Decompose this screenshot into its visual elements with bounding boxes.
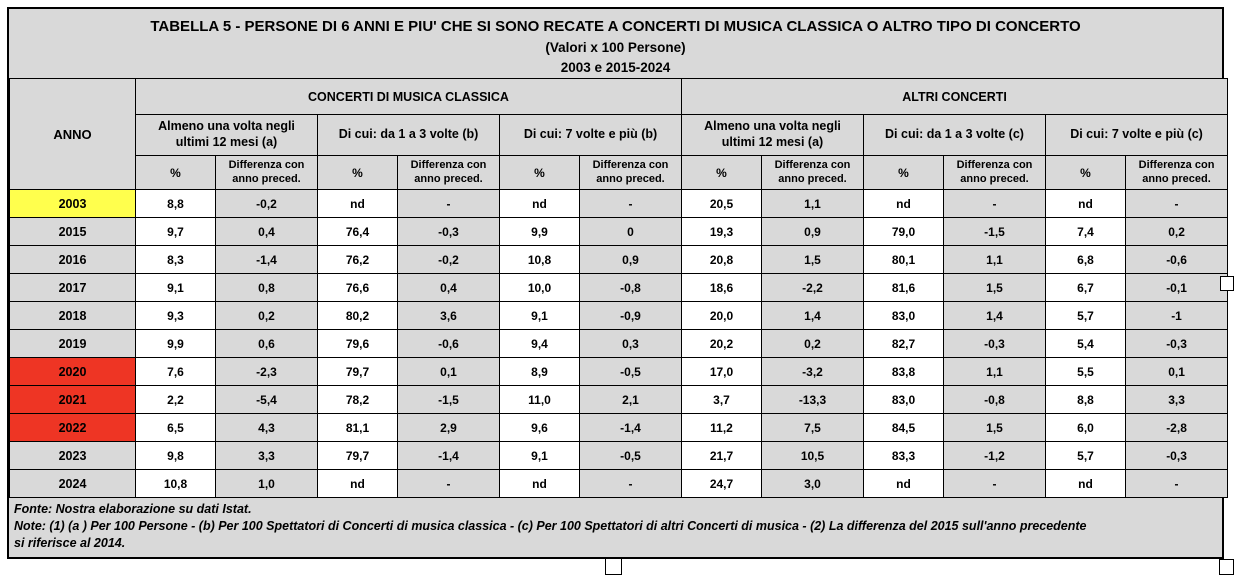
data-cell: 3,3 <box>216 442 318 470</box>
footer-notes <box>9 498 1222 557</box>
data-cell: - <box>944 190 1046 218</box>
data-cell: 82,7 <box>864 330 944 358</box>
data-cell: 3,7 <box>682 386 762 414</box>
year-cell: 2023 <box>10 442 136 470</box>
data-cell: 20,0 <box>682 302 762 330</box>
data-cell: 80,2 <box>318 302 398 330</box>
data-cell: 83,0 <box>864 386 944 414</box>
data-cell: 83,3 <box>864 442 944 470</box>
data-cell: -2,2 <box>762 274 864 302</box>
title-block <box>9 9 1222 78</box>
measure-header-row <box>10 156 1228 190</box>
data-cell: 1,1 <box>944 246 1046 274</box>
data-cell: 19,3 <box>682 218 762 246</box>
subheader-classica-1a3: Di cui: da 1 a 3 volte (b) <box>318 115 500 156</box>
data-cell: 0,4 <box>398 274 500 302</box>
data-cell: nd <box>1046 470 1126 498</box>
col-group-musica-classica: CONCERTI DI MUSICA CLASSICA <box>136 79 682 115</box>
data-cell: 20,2 <box>682 330 762 358</box>
data-cell: -1,5 <box>398 386 500 414</box>
data-cell: 1,5 <box>944 274 1046 302</box>
table-row-2017 <box>10 274 1228 302</box>
data-cell: 76,2 <box>318 246 398 274</box>
subheader-altri-1a3: Di cui: da 1 a 3 volte (c) <box>864 115 1046 156</box>
data-cell: nd <box>500 190 580 218</box>
data-cell: 9,9 <box>136 330 216 358</box>
data-cell: 3,6 <box>398 302 500 330</box>
year-cell: 2018 <box>10 302 136 330</box>
data-cell: -1,2 <box>944 442 1046 470</box>
data-cell: 1,4 <box>762 302 864 330</box>
data-cell: 78,2 <box>318 386 398 414</box>
data-cell: 76,4 <box>318 218 398 246</box>
selection-handle-right[interactable] <box>1220 276 1234 291</box>
year-cell: 2022 <box>10 414 136 442</box>
subgroup-header-row <box>10 115 1228 156</box>
data-cell: nd <box>318 470 398 498</box>
data-cell: 9,6 <box>500 414 580 442</box>
data-cell: -0,1 <box>1126 274 1228 302</box>
data-cell: 0,1 <box>398 358 500 386</box>
note-line-1: Note: (1) (a ) Per 100 Persone - (b) Per 100 Spettatori di Concerti di musica classica - (c) Per 100 Spettatori di altri Concerti di musica - (2) La differenza del 2015 sull'anno precedente <box>14 518 1087 533</box>
table-row-2020 <box>10 358 1228 386</box>
data-cell: - <box>944 470 1046 498</box>
data-cell: 8,9 <box>500 358 580 386</box>
data-cell: 6,7 <box>1046 274 1126 302</box>
data-cell: -2,8 <box>1126 414 1228 442</box>
data-cell: 79,0 <box>864 218 944 246</box>
data-cell: 0,2 <box>762 330 864 358</box>
data-cell: 9,1 <box>500 302 580 330</box>
data-cell: 9,8 <box>136 442 216 470</box>
data-cell: 3,0 <box>762 470 864 498</box>
data-cell: -2,3 <box>216 358 318 386</box>
data-cell: 0,9 <box>762 218 864 246</box>
pct-header: % <box>500 156 580 190</box>
data-cell: 7,5 <box>762 414 864 442</box>
data-cell: nd <box>500 470 580 498</box>
table-row-2015 <box>10 218 1228 246</box>
data-cell: 2,9 <box>398 414 500 442</box>
data-cell: 8,8 <box>136 190 216 218</box>
selection-handle-bottom-right[interactable] <box>1219 559 1234 575</box>
data-cell: -0,3 <box>398 218 500 246</box>
selection-handle-bottom[interactable] <box>605 558 622 575</box>
data-cell: -0,6 <box>398 330 500 358</box>
data-cell: nd <box>864 190 944 218</box>
data-cell: 1,1 <box>762 190 864 218</box>
subheader-altri-7piu: Di cui: 7 volte e più (c) <box>1046 115 1228 156</box>
diff-header: Differenza con anno preced. <box>762 156 864 190</box>
group-header-row <box>10 79 1228 115</box>
data-cell: 9,4 <box>500 330 580 358</box>
data-cell: 5,5 <box>1046 358 1126 386</box>
data-cell: 0,6 <box>216 330 318 358</box>
data-cell: -3,2 <box>762 358 864 386</box>
data-cell: 11,0 <box>500 386 580 414</box>
data-cell: -0,6 <box>1126 246 1228 274</box>
data-cell: -0,5 <box>580 442 682 470</box>
year-cell: 2016 <box>10 246 136 274</box>
fonte-note: Fonte: Nostra elaborazione su dati Istat. <box>14 502 252 516</box>
year-cell: 2019 <box>10 330 136 358</box>
data-cell: 1,5 <box>944 414 1046 442</box>
data-cell: - <box>580 190 682 218</box>
data-cell: 17,0 <box>682 358 762 386</box>
table-row-2019 <box>10 330 1228 358</box>
table-row-2023 <box>10 442 1228 470</box>
data-cell: 10,0 <box>500 274 580 302</box>
data-cell: 79,7 <box>318 358 398 386</box>
data-cell: - <box>398 190 500 218</box>
data-cell: 9,1 <box>500 442 580 470</box>
data-cell: -0,5 <box>580 358 682 386</box>
data-cell: -0,3 <box>1126 442 1228 470</box>
data-cell: 6,8 <box>1046 246 1126 274</box>
year-cell: 2015 <box>10 218 136 246</box>
data-cell: 20,5 <box>682 190 762 218</box>
data-cell: 5,7 <box>1046 442 1126 470</box>
table-row-2024 <box>10 470 1228 498</box>
diff-header: Differenza con anno preced. <box>944 156 1046 190</box>
data-cell: 84,5 <box>864 414 944 442</box>
data-cell: 21,7 <box>682 442 762 470</box>
data-cell: nd <box>318 190 398 218</box>
data-cell: 0,9 <box>580 246 682 274</box>
data-cell: 79,6 <box>318 330 398 358</box>
data-cell: 5,4 <box>1046 330 1126 358</box>
pct-header: % <box>136 156 216 190</box>
data-cell: 4,3 <box>216 414 318 442</box>
year-cell: 2017 <box>10 274 136 302</box>
data-cell: 2,2 <box>136 386 216 414</box>
diff-header: Differenza con anno preced. <box>216 156 318 190</box>
data-cell: 1,0 <box>216 470 318 498</box>
table-row-2021 <box>10 386 1228 414</box>
data-cell: -0,8 <box>580 274 682 302</box>
tabella-5-object <box>7 7 1224 559</box>
data-cell: 3,3 <box>1126 386 1228 414</box>
data-table <box>9 78 1228 498</box>
table-title: TABELLA 5 - PERSONE DI 6 ANNI E PIU' CHE SI SONO RECATE A CONCERTI DI MUSICA CLASSICA O ALTRO TIPO DI CONCERTO <box>150 18 1081 35</box>
data-cell: 81,6 <box>864 274 944 302</box>
table-period: 2003 e 2015-2024 <box>560 60 671 75</box>
pct-header: % <box>1046 156 1126 190</box>
table-row-2022 <box>10 414 1228 442</box>
data-cell: -0,9 <box>580 302 682 330</box>
data-cell: -0,8 <box>944 386 1046 414</box>
data-cell: 9,3 <box>136 302 216 330</box>
note-line-2: si riferisce al 2014. <box>14 535 126 550</box>
subheader-classica-almeno: Almeno una volta negli ultimi 12 mesi (a) <box>136 115 318 156</box>
pct-header: % <box>682 156 762 190</box>
data-cell: nd <box>864 470 944 498</box>
data-cell: 8,3 <box>136 246 216 274</box>
data-cell: -1,4 <box>398 442 500 470</box>
data-cell: 0,4 <box>216 218 318 246</box>
table-row-2003 <box>10 190 1228 218</box>
col-header-anno: ANNO <box>10 79 136 190</box>
data-cell: 10,8 <box>136 470 216 498</box>
data-cell: -13,3 <box>762 386 864 414</box>
pct-header: % <box>318 156 398 190</box>
data-cell: -0,2 <box>398 246 500 274</box>
data-cell: 1,1 <box>944 358 1046 386</box>
data-cell: 20,8 <box>682 246 762 274</box>
data-cell: - <box>1126 190 1228 218</box>
data-cell: 83,0 <box>864 302 944 330</box>
pct-header: % <box>864 156 944 190</box>
diff-header: Differenza con anno preced. <box>398 156 500 190</box>
data-cell: -1,5 <box>944 218 1046 246</box>
data-cell: - <box>1126 470 1228 498</box>
data-cell: - <box>580 470 682 498</box>
data-cell: 5,7 <box>1046 302 1126 330</box>
data-cell: 24,7 <box>682 470 762 498</box>
data-cell: 7,6 <box>136 358 216 386</box>
data-cell: -1 <box>1126 302 1228 330</box>
data-cell: 10,5 <box>762 442 864 470</box>
diff-header: Differenza con anno preced. <box>580 156 682 190</box>
data-cell: 0,8 <box>216 274 318 302</box>
data-cell: 83,8 <box>864 358 944 386</box>
data-cell: 10,8 <box>500 246 580 274</box>
data-cell: 0,2 <box>216 302 318 330</box>
data-cell: 9,9 <box>500 218 580 246</box>
table-row-2016 <box>10 246 1228 274</box>
year-cell: 2003 <box>10 190 136 218</box>
table-row-2018 <box>10 302 1228 330</box>
data-cell: 11,2 <box>682 414 762 442</box>
data-cell: 0,2 <box>1126 218 1228 246</box>
data-cell: -0,3 <box>944 330 1046 358</box>
year-cell: 2020 <box>10 358 136 386</box>
year-cell: 2021 <box>10 386 136 414</box>
data-cell: 1,4 <box>944 302 1046 330</box>
data-cell: 0,3 <box>580 330 682 358</box>
data-cell: -0,3 <box>1126 330 1228 358</box>
data-cell: 2,1 <box>580 386 682 414</box>
data-cell: 9,1 <box>136 274 216 302</box>
data-cell: 80,1 <box>864 246 944 274</box>
data-cell: -1,4 <box>580 414 682 442</box>
data-cell: 1,5 <box>762 246 864 274</box>
data-cell: -0,2 <box>216 190 318 218</box>
data-cell: 0,1 <box>1126 358 1228 386</box>
subheader-altri-almeno: Almeno una volta negli ultimi 12 mesi (a) <box>682 115 864 156</box>
data-cell: - <box>398 470 500 498</box>
data-cell: 7,4 <box>1046 218 1126 246</box>
data-cell: 9,7 <box>136 218 216 246</box>
subheader-classica-7piu: Di cui: 7 volte e più (b) <box>500 115 682 156</box>
data-cell: nd <box>1046 190 1126 218</box>
table-subtitle: (Valori x 100 Persone) <box>545 40 686 55</box>
data-cell: 76,6 <box>318 274 398 302</box>
diff-header: Differenza con anno preced. <box>1126 156 1228 190</box>
data-cell: 0 <box>580 218 682 246</box>
data-cell: -5,4 <box>216 386 318 414</box>
data-cell: 18,6 <box>682 274 762 302</box>
data-cell: 8,8 <box>1046 386 1126 414</box>
data-cell: 6,0 <box>1046 414 1126 442</box>
data-cell: 81,1 <box>318 414 398 442</box>
data-cell: 79,7 <box>318 442 398 470</box>
year-cell: 2024 <box>10 470 136 498</box>
data-cell: -1,4 <box>216 246 318 274</box>
data-cell: 6,5 <box>136 414 216 442</box>
col-group-altri-concerti: ALTRI CONCERTI <box>682 79 1228 115</box>
